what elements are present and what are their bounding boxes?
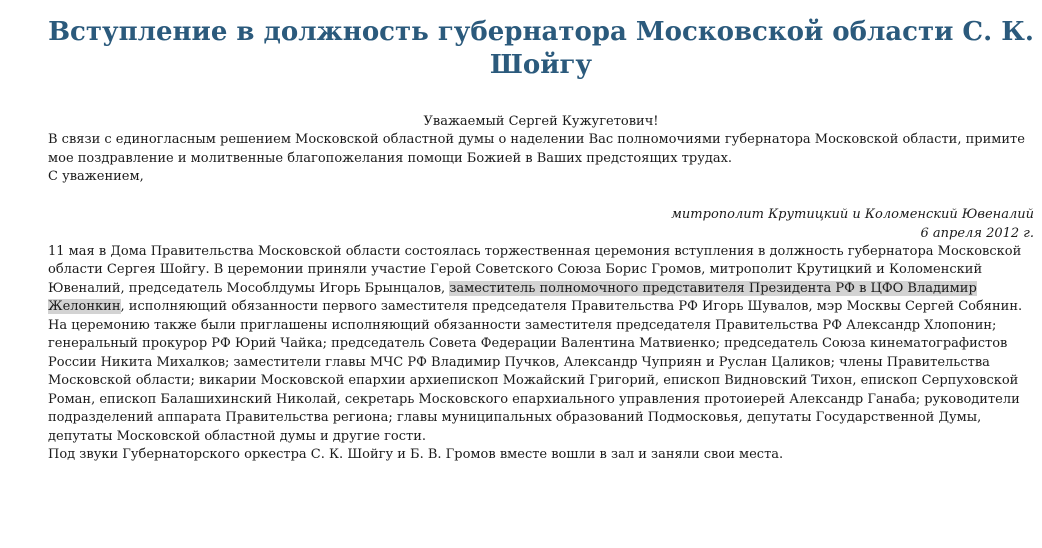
paragraph-ceremony [48,243,1034,317]
letter-text: В связи с единогласным решением Московской областной думы о наделении Вас полномочиями губернатора Московской области, примите мое поздравление и молитвенные благопожелания помощи Божией в Ваших предстоящих трудах. [48,132,1025,166]
signature-name: митрополит Крутицкий и Коломенский Ювеналий [671,206,1034,222]
letter-regards: С уважением, [48,169,144,184]
paragraph-orchestra: Под звуки Губернаторского оркестра С. К. Шойгу и Б. В. Громов вместе вошли в зал и заняли свои места. [48,447,784,462]
signature-date: 6 апреля 2012 г. [920,225,1034,241]
letter-signature [48,205,1034,243]
paragraph-ceremony-end: , исполняющий обязанности первого заместителя председателя Правительства РФ Игорь Шувалов, мэр Москвы Сергей Собянин. [120,299,1023,314]
letter-greeting: Уважаемый Сергей Кужугетович! [423,114,659,129]
highlighted-text[interactable]: заместитель полномочного представителя Президента РФ в ЦФО Владимир Желонкин [48,280,977,314]
article [48,0,1034,465]
paragraph-ceremony-start: 11 мая в Дома Правительства Московской области состоялась торжественная церемония вступления в должность губернатора Московской области Сергея Шойгу. В церемонии приняли участие Герой Советского Союза Борис Громов, митрополит Крутицкий и Коломенский Ювеналий, председатель Мособлдумы Игорь Брынцалов, [48,243,1022,296]
page-title: Вступление в должность губернатора Московской области С. К. Шойгу [48,17,1034,80]
paragraph-guests: На церемонию также были приглашены исполняющий обязанности заместителя председателя Правительства РФ Александр Хлопонин; генеральный прокурор РФ Юрий Чайка; председатель Совета Федерации Валентина Матвиенко; председатель Союза кинематографистов России Никита Михалков; заместители главы МЧС РФ Владимир Пучков, Александр Чуприян и Руслан Цаликов; члены Правительства Московской области; викарии Московской епархии архиепископ Можайский Григорий, епископ Видновский Тихон, епископ Серпуховской Роман, епископ Балашихинский Николай, секретарь Московского епархиального управления протоиерей Александр Ганаба; руководители подразделений аппарата Правительства региона; главы муниципальных образований Подмосковья, депутаты Государственной Думы, депутаты Московской областной думы и другие гости. [48,317,1020,444]
